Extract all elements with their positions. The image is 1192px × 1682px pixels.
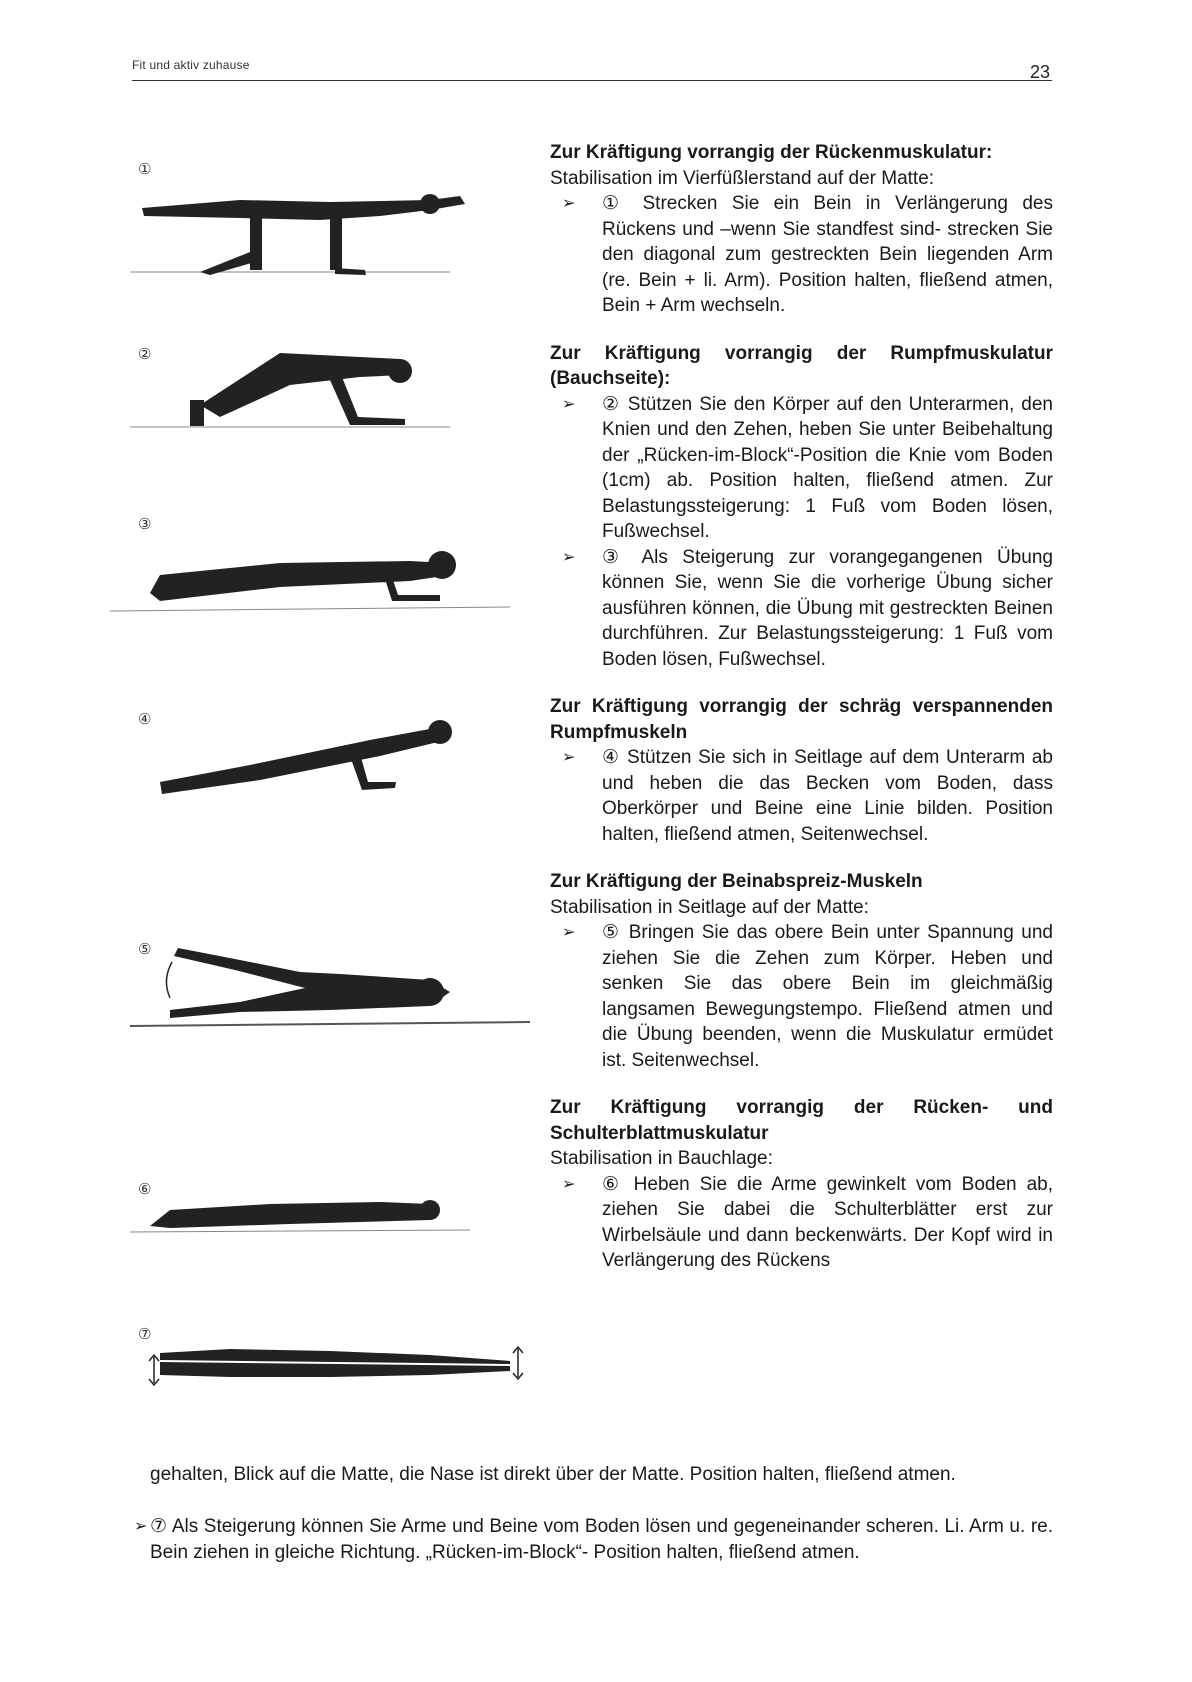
bullet-arrow-icon: ➢ bbox=[562, 924, 576, 941]
bullet-text: ① Strecken Sie ein Bein in Verlängerung des Rückens und –wenn Sie standfest sind- strecken Sie den diagonal zum gestreckten Bein liegenden Arm (re. Bein + li. Arm). Position halten, fließend atmen, Bein + Arm wechseln. bbox=[602, 193, 1053, 316]
bullet-text: ⑤ Bringen Sie das obere Bein unter Spannung und ziehen Sie die Zehen zum Körper. Heben und senken Sie das obere Bein im gleichmäßig langsamen Bewegungstempo. Fließend atmen und die Übung beenden, wenn die Muskulatur ermüdet ist. Seitenwechsel. bbox=[602, 922, 1053, 1071]
section-heading: Zur Kräftigung vorrangig der Rumpfmuskulatur (Bauchseite): bbox=[550, 342, 1053, 389]
bullet-text: ③ Als Steigerung zur vorangegangenen Übung können Sie, wenn Sie die vorherige Übung sicher ausführen können, die Übung mit gestreckten Beinen durchführen. Zur Belastungssteigerung: 1 Fuß vom Boden lösen, Fußwechsel. bbox=[602, 546, 1053, 670]
figure-number: ③ bbox=[138, 516, 152, 533]
section-back-muscles bbox=[550, 140, 1053, 319]
bullet-text: ② Stützen Sie den Körper auf den Unterarmen, den Knien und den Zehen, heben Sie unter Beibehaltung der „Rücken-im-Block“-Position die Knie vom Boden (1cm) ab. Position halten, fließend atmen. Zur Belastungssteigerung: 1 Fuß vom Boden lösen, Fußwechsel. bbox=[602, 393, 1053, 542]
exercise-bullet bbox=[550, 920, 1053, 1073]
bullet-arrow-icon: ➢ bbox=[562, 195, 576, 212]
exercise-bullet bbox=[550, 1172, 1053, 1274]
figure-7-illustration bbox=[130, 1325, 540, 1395]
figure-3-illustration bbox=[130, 515, 540, 615]
section-intro: Stabilisation im Vierfüßlerstand auf der Matte: bbox=[550, 167, 935, 189]
figure-number: ⑥ bbox=[138, 1181, 152, 1198]
figure-4-illustration bbox=[130, 710, 540, 810]
section-heading: Zur Kräftigung vorrangig der schräg verspannenden Rumpfmuskeln bbox=[550, 696, 1053, 743]
figure-number: ⑤ bbox=[138, 941, 152, 958]
figure-6-illustration bbox=[130, 1180, 540, 1250]
exercise-text-column bbox=[550, 140, 1053, 1296]
exercise-bullet bbox=[550, 392, 1053, 545]
exercise-bullet bbox=[550, 545, 1053, 673]
figure-number: ② bbox=[138, 346, 152, 363]
exercise-bullet bbox=[550, 745, 1053, 847]
bullet-arrow-icon: ➢ bbox=[562, 1175, 576, 1193]
figure-7 bbox=[130, 1325, 540, 1395]
figure-number: ④ bbox=[138, 711, 152, 728]
exercise-bullet bbox=[550, 191, 1053, 319]
figure-1-illustration bbox=[130, 160, 540, 280]
figure-2-illustration bbox=[130, 345, 540, 435]
section-oblique-muscles bbox=[550, 694, 1053, 847]
figure-5-illustration bbox=[130, 940, 540, 1040]
bullet-text: ④ Stützen Sie sich in Seitlage auf dem Unterarm ab und heben die das Becken vom Boden, dass Oberkörper und Beine eine Linie bilden. Position halten, fließend atmen, Seitenwechsel. bbox=[602, 747, 1053, 845]
section-heading: Zur Kräftigung vorrangig der Rückenmuskulatur: bbox=[550, 142, 993, 163]
continuation-text: gehalten, Blick auf die Matte, die Nase ist direkt über der Matte. Position halten, fließend atmen. bbox=[150, 1464, 956, 1485]
bullet-text: ⑦ Als Steigerung können Sie Arme und Beine vom Boden lösen und gegeneinander scheren. Li. Arm u. re. Bein ziehen in gleiche Richtung. „Rücken-im-Block“- Position halten, fließend atmen. bbox=[150, 1516, 1053, 1563]
figure-4 bbox=[130, 710, 540, 810]
section-core-muscles bbox=[550, 341, 1053, 673]
figure-number: ① bbox=[138, 161, 152, 178]
figure-5 bbox=[130, 940, 540, 1040]
figure-2 bbox=[130, 345, 540, 435]
bullet-text: ⑥ Heben Sie die Arme gewinkelt vom Boden ab, ziehen Sie dabei die Schulterblätter erst zur Wirbelsäule und dann beckenwärts. Der Kopf wird in Verlängerung des Rückens bbox=[602, 1173, 1053, 1271]
figure-number: ⑦ bbox=[138, 1326, 152, 1343]
section-shoulder-blade bbox=[550, 1095, 1053, 1274]
page-number: 23 bbox=[1030, 62, 1051, 82]
bullet-arrow-icon: ➢ bbox=[562, 548, 576, 566]
bullet-arrow-icon: ➢ bbox=[562, 395, 576, 413]
section-intro: Stabilisation in Bauchlage: bbox=[550, 1148, 773, 1169]
figure-6 bbox=[130, 1180, 540, 1250]
section-leg-abductors bbox=[550, 869, 1053, 1073]
section-heading: Zur Kräftigung der Beinabspreiz-Muskeln bbox=[550, 871, 923, 892]
final-exercise-bullet bbox=[134, 1514, 1053, 1565]
bullet-arrow-icon: ➢ bbox=[562, 749, 576, 766]
running-title: Fit und aktiv zuhause bbox=[132, 58, 250, 72]
figure-1 bbox=[130, 160, 540, 280]
figure-3 bbox=[130, 515, 540, 615]
section-heading: Zur Kräftigung vorrangig der Rücken- und Schulterblattmuskulatur bbox=[550, 1097, 1053, 1144]
section-intro: Stabilisation in Seitlage auf der Matte: bbox=[550, 896, 869, 918]
header-rule bbox=[132, 80, 1052, 81]
bullet-arrow-icon: ➢ bbox=[134, 1518, 148, 1535]
